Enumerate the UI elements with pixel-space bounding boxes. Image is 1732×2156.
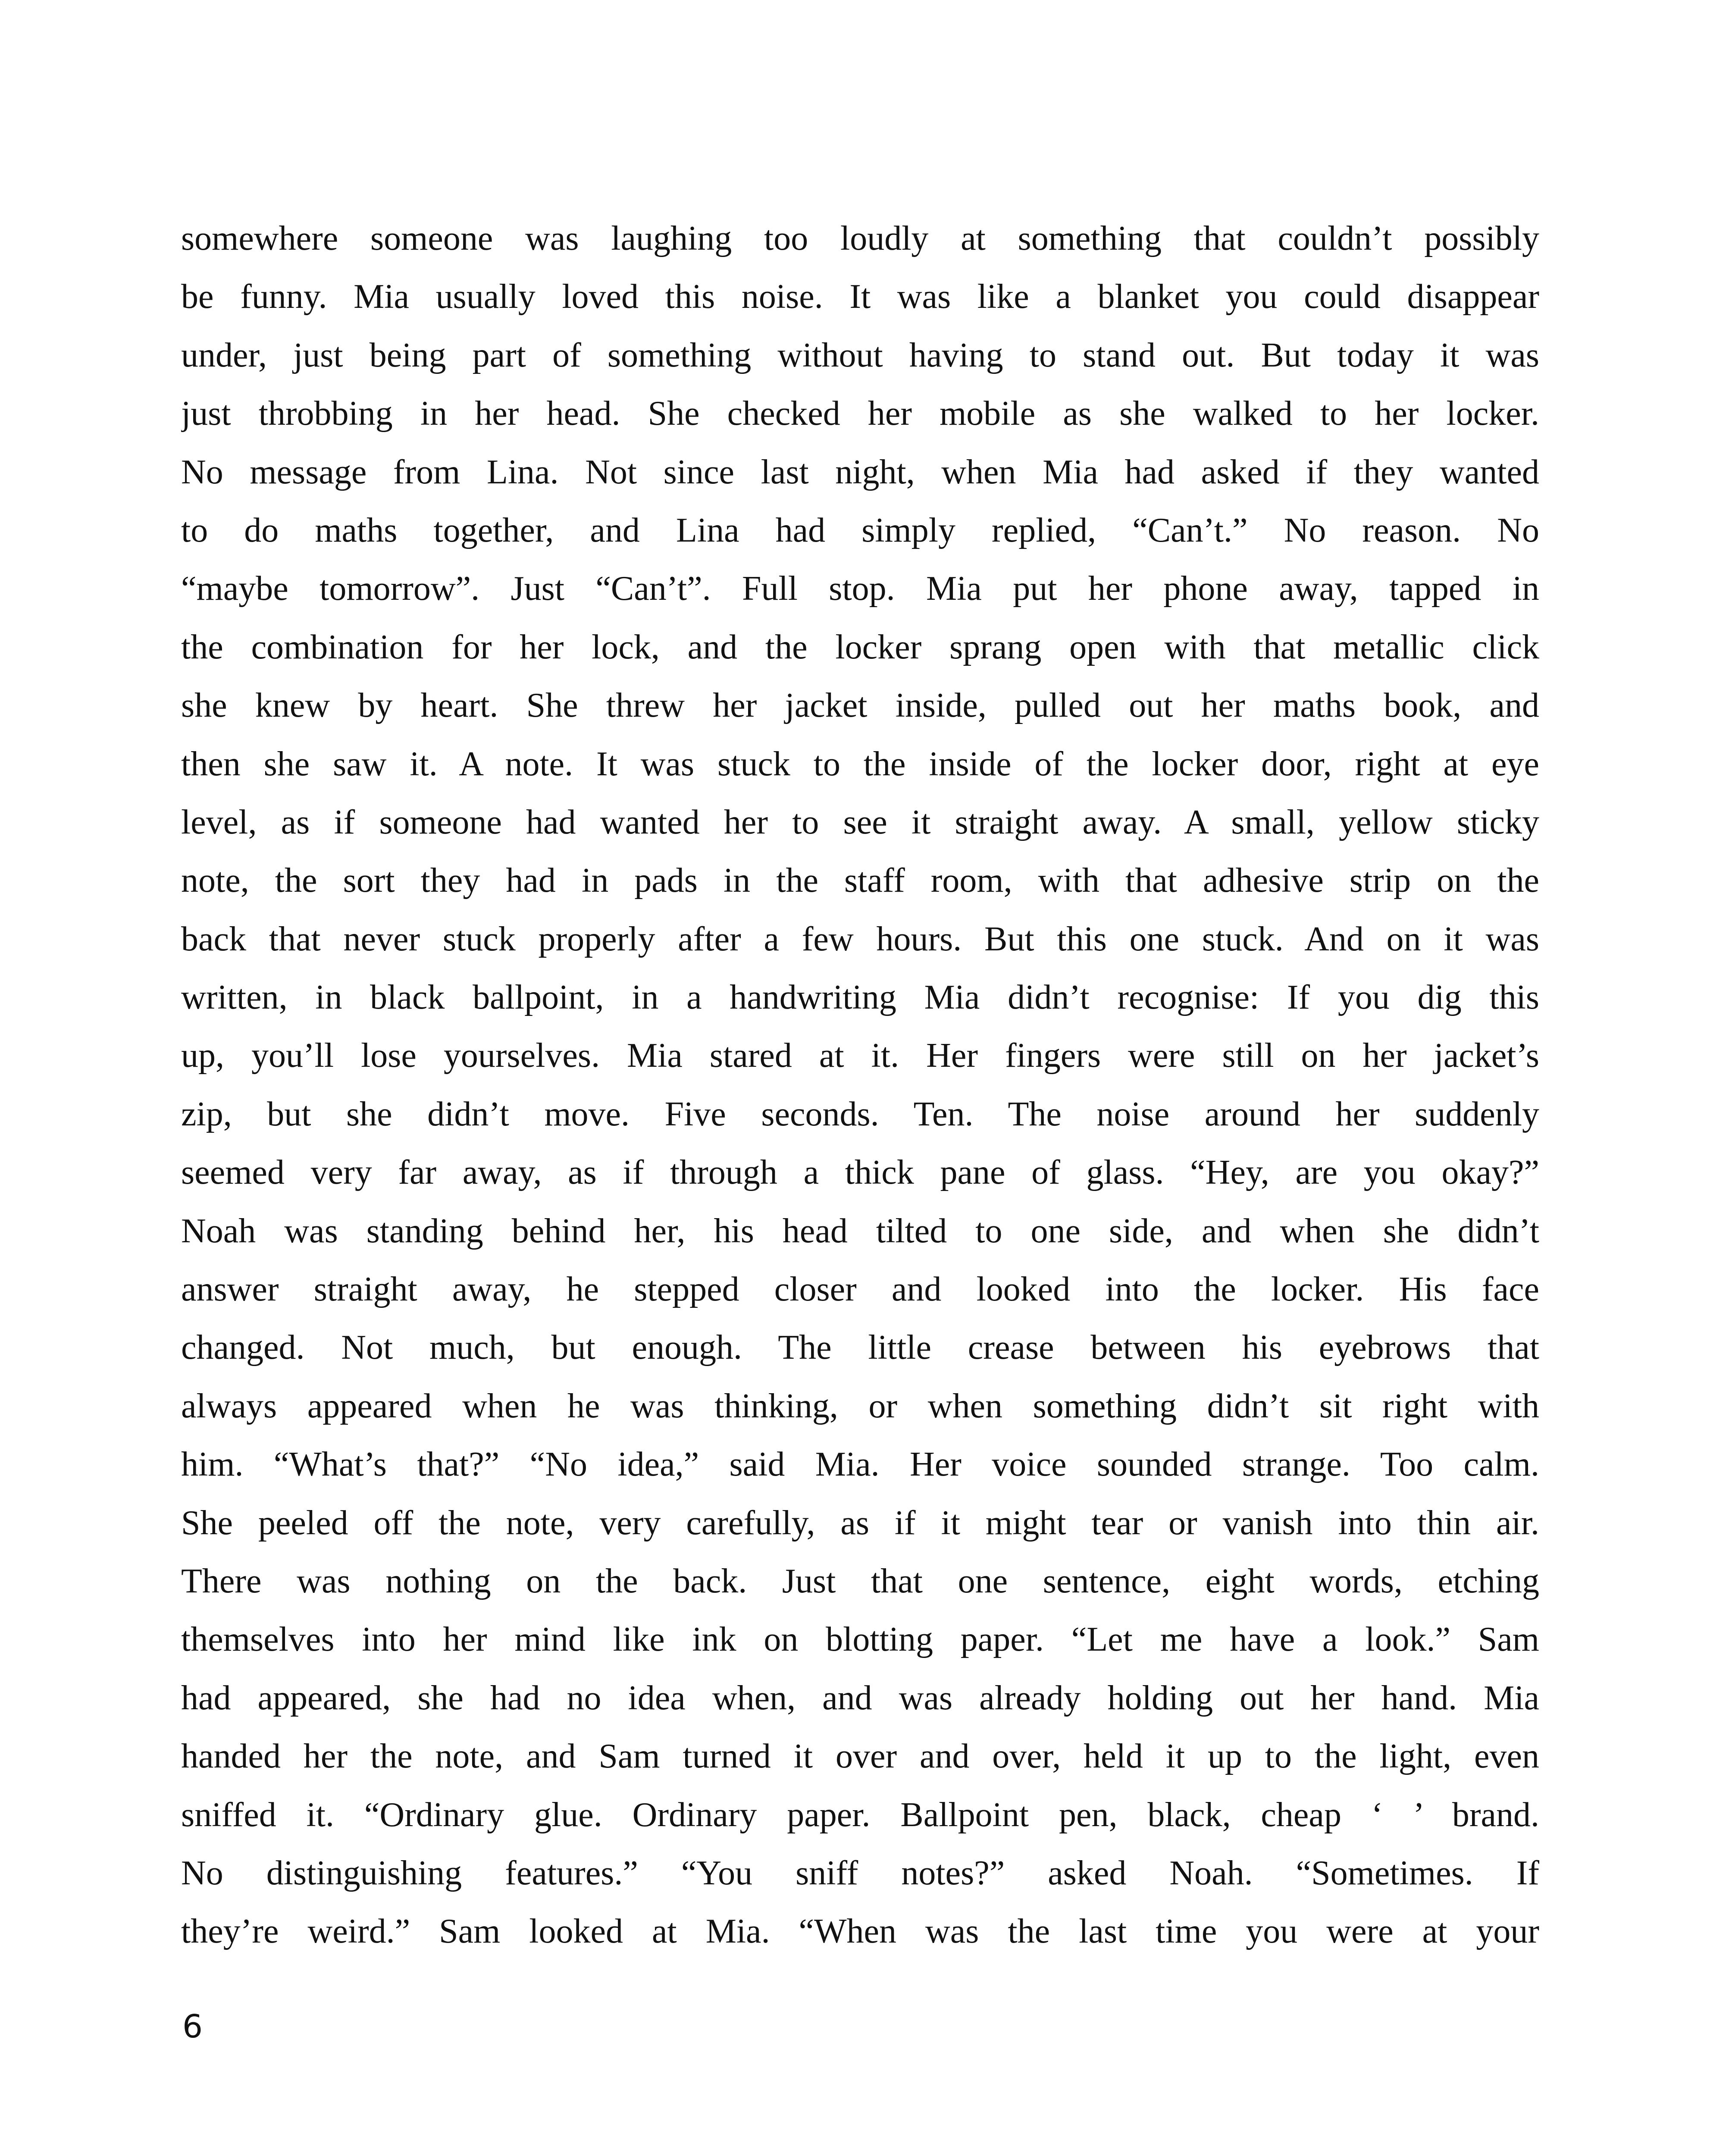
text-line: handed her the note, and Sam turned it over and over, held it up to the light, even (181, 1737, 1539, 1776)
text-line: up, you’ll lose yourselves. Mia stared at it. Her fingers were still on her jacket’s (181, 1037, 1539, 1075)
text-line: always appeared when he was thinking, or when something didn’t sit right with (181, 1387, 1539, 1425)
text-line: No message from Lina. Not since last night, when Mia had asked if they wanted (181, 453, 1539, 491)
text-line: under, just being part of something without having to stand out. But today it was (181, 336, 1539, 374)
text-line: “maybe tomorrow”. Just “Can’t”. Full stop. Mia put her phone away, tapped in (181, 570, 1539, 608)
text-line: Noah was standing behind her, his head tilted to one side, and when she didn’t (181, 1212, 1539, 1250)
page-number: 6 (182, 2008, 203, 2045)
text-line: she knew by heart. She threw her jacket inside, pulled out her maths book, and (181, 686, 1539, 725)
text-line: be funny. Mia usually loved this noise. It was like a blanket you could disappear (181, 278, 1539, 316)
text-line: sniffed it. “Ordinary glue. Ordinary paper. Ballpoint pen, black, cheap ‘ ’ brand. (181, 1796, 1539, 1834)
text-line: him. “What’s that?” “No idea,” said Mia. Her voice sounded strange. Too calm. (181, 1445, 1539, 1484)
text-line: written, in black ballpoint, in a handwriting Mia didn’t recognise: If you dig this (181, 978, 1539, 1017)
text-line: She peeled off the note, very carefully, as if it might tear or vanish into thin air. (181, 1504, 1539, 1542)
text-line: had appeared, she had no idea when, and was already holding out her hand. Mia (181, 1679, 1539, 1717)
text-line: level, as if someone had wanted her to see it straight away. A small, yellow sticky (181, 803, 1539, 841)
text-line: themselves into her mind like ink on blotting paper. “Let me have a look.” Sam (181, 1620, 1539, 1659)
text-line: seemed very far away, as if through a thick pane of glass. “Hey, are you okay?” (181, 1153, 1539, 1192)
text-line: There was nothing on the back. Just that one sentence, eight words, etching (181, 1562, 1539, 1600)
text-line: to do maths together, and Lina had simply replied, “Can’t.” No reason. No (181, 511, 1539, 549)
text-line: note, the sort they had in pads in the staff room, with that adhesive strip on the (181, 862, 1539, 900)
text-line: zip, but she didn’t move. Five seconds. Ten. The noise around her suddenly (181, 1095, 1539, 1133)
text-line: they’re weird.” Sam looked at Mia. “When was the last time you were at your (181, 1912, 1539, 1951)
text-line: answer straight away, he stepped closer and looked into the locker. His face (181, 1270, 1539, 1309)
text-line: then she saw it. A note. It was stuck to the inside of the locker door, right at eye (181, 745, 1539, 783)
text-line: changed. Not much, but enough. The little crease between his eyebrows that (181, 1329, 1539, 1367)
text-line: No distinguishing features.” “You sniff notes?” asked Noah. “Sometimes. If (181, 1854, 1539, 1892)
text-line: somewhere someone was laughing too loudly at something that couldn’t possibly (181, 219, 1539, 257)
text-line: just throbbing in her head. She checked her mobile as she walked to her locker. (181, 395, 1539, 433)
text-line: the combination for her lock, and the locker sprang open with that metallic click (181, 628, 1539, 666)
text-line: back that never stuck properly after a few hours. But this one stuck. And on it was (181, 920, 1539, 958)
body-text (181, 210, 1539, 1961)
